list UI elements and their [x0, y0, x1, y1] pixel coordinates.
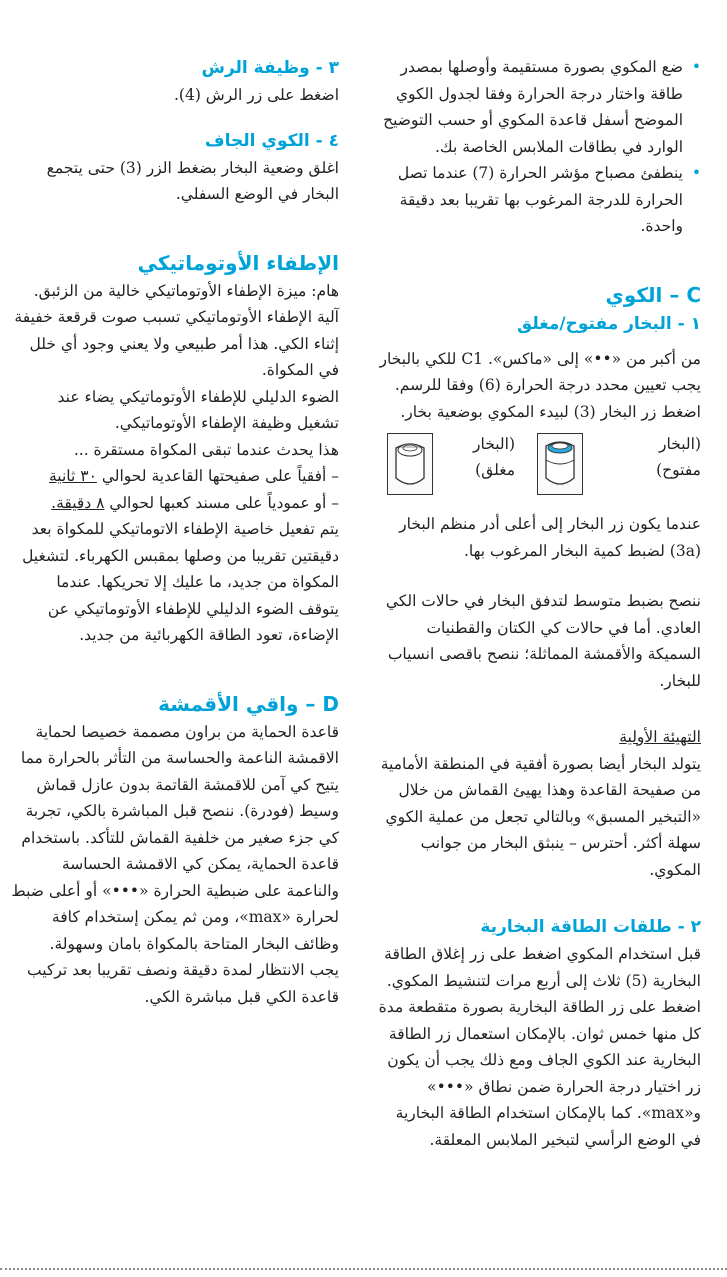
fabric-protector-wait: يجب الانتظار لمدة دقيقة ونصف تقريبا بعد تركيب قاعدة الكي قبل مباشرة الكي. — [27, 961, 339, 1006]
prep-heading: التهيئة الأولية — [619, 728, 701, 746]
right-column — [371, 54, 701, 1153]
spray-text: اضغط على زر الرش (4). — [173, 86, 339, 104]
bullet-temperature-light: • ينطفئ مصباح مؤشر الحرارة (7) عندما تصل الحرارة للدرجة المرغوب بها تقريبا بعد دقيقة واحدة. — [371, 160, 701, 240]
bullet-set-temperature: • ضع المكوي بصورة مستقيمة وأوصلها بمصدر طاقة واختار درجة الحرارة وفقا لجدول الكوي الموضح أسفل قاعدة المكوي أو حسب التوضيح الوارد في بطاقات الملابس الخاصة بك. — [371, 54, 701, 160]
steam-closed-knob-icon — [387, 433, 433, 495]
dry-ironing-text: اغلق وضعية البخار بضغط الزر (3) حتى يتجمع البخار في الوضع السفلي. — [46, 158, 339, 203]
steam-closed-label: (البخار مغلق) — [473, 435, 515, 479]
steam-shot-text: قبل استخدام المكوي اضغط على زر إغلاق الطاقة البخارية (5) ثلاث إلى أربع مرات لتنشيط المكوي. اضغط على زر الطاقة البخارية بصورة متقطعة مدة كل منها خمس ثوان. بالإمكان استعمال زر الطاقة البخارية عند الكوي الجاف ومع ذلك يجب أن يكون زر اختيار درجة الحرارة ضمن نطاق «•••» و«max». كما بالإمكان استخدام الطاقة البخارية في الوضع الرأسي لتبخير الملابس المعلقة. — [378, 945, 701, 1149]
prep-text: يتولد البخار أيضا بصورة أفقية في المنطقة الأمامية من صفيحة القاعدة وهذا يهيئ القماش من خلال «التبخير المسبق» وبالتالي تجعل من عملية الكوي سهلة أكثر. أحترس – ينبثق البخار من جوانب المكوي. — [380, 754, 701, 879]
steam-regulator-text: عندما يكون زر البخار إلى أعلى أدر منظم البخار (3a) لضبط كمية البخار المرغوب بها. — [399, 515, 701, 560]
auto-off-vertical-time: ٨ دقيقة. — [51, 493, 105, 512]
section-c-title: C – الكوي — [605, 282, 701, 307]
auto-off-reactivate: يتم تفعيل خاصية الإطفاء الاتوماتيكي للمكواة بعد دقيقتين تقريبا من وصلها بمقبس الكهرباء. لتشغيل المكواة من جديد، ما عليك إلا تحريكها. عندما يتوقف الضوء الدليلي للإطفاء الأوتوماتيكي عن الإضاءة، تعود الطاقة الكهربائية من جديد. — [22, 520, 339, 644]
spray-heading: ٣ - وظيفة الرش — [201, 58, 339, 78]
section-d-title: D – واقي الأقمشة — [158, 691, 339, 716]
steam-illustration — [371, 431, 701, 505]
page-footer-divider — [0, 1268, 727, 1270]
dry-ironing-heading: ٤ - الكوي الجاف — [204, 130, 339, 151]
auto-off-light: الضوء الدليلي للإطفاء الأوتوماتيكي يضاء عند تشغيل وظيفة الإطفاء الأوتوماتيكي. — [57, 387, 339, 432]
auto-off-vertical — [11, 490, 339, 517]
auto-off-important: هام: ميزة الإطفاء الأوتوماتيكي خالية من الزئبق. آلية الإطفاء الأوتوماتيكي تسبب صوت قرقعة خفيفة إثناء الكي. هذا أمر طبيعي ولا يعني وجود أي خلل في المكواة. — [14, 281, 339, 379]
left-column — [11, 54, 339, 1010]
steam-button-text: اضغط زر البخار (3) لبيدء المكوي بوضعية بخار. — [400, 402, 701, 421]
steam-setting-text: من أكبر من «••» إلى «ماكس». C1 للكي بالبخار يجب تعيين محدد درجة الحرارة (6) وفقا للرسم. — [379, 349, 701, 394]
auto-off-vertical-text: – أو عمودياً على مسند كعبها لحوالي — [104, 493, 339, 512]
steam-advice-text: ننصح بضبط متوسط لتدفق البخار في حالات الكي العادي. أما في حالات كي الكتان والقطنيات السميكة والأقمشة المماثلة؛ ننصح باقصى انسياب للبخار. — [385, 592, 701, 690]
auto-off-horizontal — [11, 463, 339, 490]
auto-off-horizontal-time: ٣٠ ثانية — [48, 467, 97, 485]
auto-off-condition: هذا يحدث عندما تبقى المكواة مستقرة ... — [73, 440, 339, 459]
auto-off-heading: الإطفاء الأوتوماتيكي — [137, 250, 339, 275]
steam-open-label: (البخار مفتوح) — [656, 435, 701, 479]
steam-on-off-heading: ١ - البخار مفتوح/مغلق — [517, 313, 701, 334]
steam-shot-heading: ٢ - طلقات الطاقة البخارية — [480, 917, 701, 937]
auto-off-horizontal-text: – أفقياً على صفيحتها القاعدية لحوالي — [96, 467, 339, 485]
fabric-protector-text: قاعدة الحماية من براون مصممة خصيصا لحماية الاقمشة الناعمة والحساسة من التأثر بالحرارة مما يتيح كي آمن للاقمشة القاتمة بدون عازل قماش وسيط (فودرة). ننصح قبل المباشرة بالكي، تجربة كي جزء صغير من خلفية القماش للتأكد. باستخدام قاعدة الحماية، يمكن كي الاقمشة الحساسة والناعمة على ضبطية الحرارة «•••» أو أعلى ضبط لحرارة «max»، ومن ثم يمكن إستخدام كافة وظائف البخار المتاحة بالمكواة بامان وسهولة. — [11, 722, 339, 953]
steam-open-knob-icon — [537, 433, 583, 495]
